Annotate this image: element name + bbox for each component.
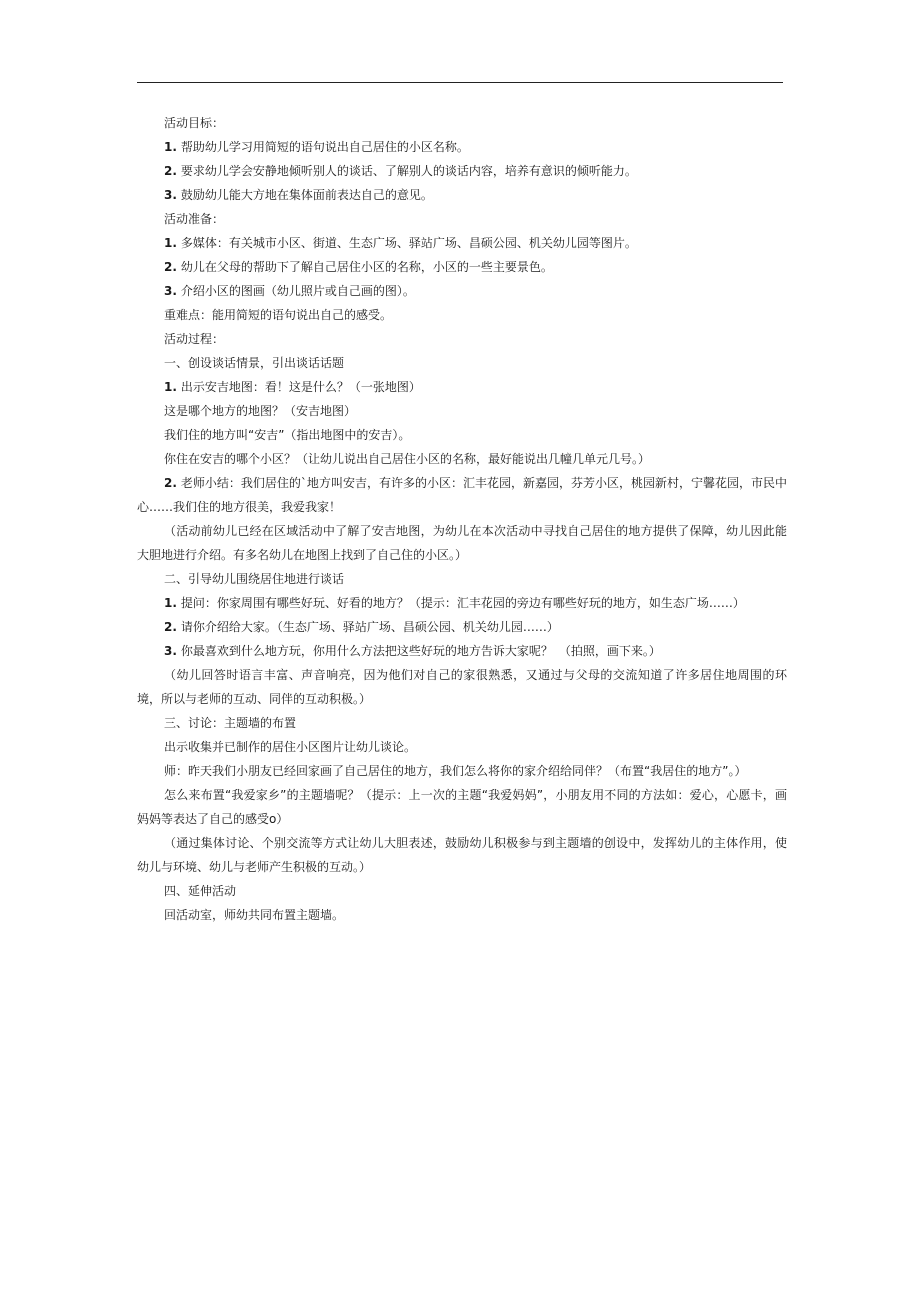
line-text: 活动过程： bbox=[164, 332, 225, 346]
list-number: 2. bbox=[164, 260, 177, 274]
document-line bbox=[137, 903, 787, 927]
list-number: 1. bbox=[164, 380, 177, 394]
document-line bbox=[137, 831, 787, 879]
line-text: 介绍小区的图画（幼儿照片或自己画的图）。 bbox=[180, 284, 415, 298]
line-text: 这是哪个地方的地图？（安吉地图） bbox=[164, 404, 357, 418]
document-line bbox=[137, 183, 787, 207]
line-text: 你最喜欢到什么地方玩，你用什么方法把这些好玩的地方告诉大家呢？ （拍照，画下来。） bbox=[180, 644, 661, 658]
document-line bbox=[137, 591, 787, 615]
line-text: 请你介绍给大家。（生态广场、驿站广场、昌硕公园、机关幼儿园……） bbox=[180, 620, 559, 634]
document-line bbox=[137, 783, 787, 831]
line-text: 一、创设谈话情景，引出谈话话题 bbox=[164, 356, 345, 370]
document-line bbox=[137, 327, 787, 351]
line-text: 鼓励幼儿能大方地在集体面前表达自己的意见。 bbox=[180, 188, 433, 202]
line-text: 活动目标： bbox=[164, 116, 225, 130]
line-text: 老师小结：我们居住的`地方叫安吉，有许多的小区：汇丰花园，新嘉园，芬芳小区，桃园新村，宁馨花园，市民中心……我们住的地方很美，我爱我家！ bbox=[137, 476, 787, 514]
document-line bbox=[137, 279, 787, 303]
line-text: 二、引导幼儿围绕居住地进行谈话 bbox=[164, 572, 345, 586]
document-line bbox=[137, 735, 787, 759]
line-text: 三、讨论：主题墙的布置 bbox=[164, 716, 297, 730]
document-line bbox=[137, 303, 787, 327]
line-text: 你住在安吉的哪个小区？（让幼儿说出自己居住小区的名称，最好能说出几幢几单元几号。） bbox=[164, 452, 651, 466]
list-number: 3. bbox=[164, 644, 177, 658]
line-text: 要求幼儿学会安静地倾听别人的谈话、了解别人的谈话内容，培养有意识的倾听能力。 bbox=[180, 164, 637, 178]
document-line bbox=[137, 663, 787, 711]
line-text: 多媒体：有关城市小区、街道、生态广场、驿站广场、昌硕公园、机关幼儿园等图片。 bbox=[180, 236, 637, 250]
line-text: 出示收集并已制作的居住小区图片让幼儿谈论。 bbox=[164, 740, 417, 754]
document-line bbox=[137, 879, 787, 903]
document-line bbox=[137, 255, 787, 279]
line-text: 帮助幼儿学习用简短的语句说出自己居住的小区名称。 bbox=[180, 140, 469, 154]
line-text: （通过集体讨论、个别交流等方式让幼儿大胆表述，鼓励幼儿积极参与到主题墙的创设中，发挥幼儿的主体作用，使幼儿与环境、幼儿与老师产生积极的互动。） bbox=[137, 836, 787, 874]
line-text: 四、延伸活动 bbox=[164, 884, 237, 898]
list-number: 1. bbox=[164, 236, 177, 250]
document-line bbox=[137, 519, 787, 567]
line-text: 活动准备： bbox=[164, 212, 225, 226]
document-body bbox=[137, 111, 787, 927]
list-number: 2. bbox=[164, 620, 177, 634]
line-text: 提问：你家周围有哪些好玩、好看的地方？（提示：汇丰花园的旁边有哪些好玩的地方，如生态广场……） bbox=[180, 596, 745, 610]
list-number: 2. bbox=[164, 164, 177, 178]
document-line bbox=[137, 759, 787, 783]
line-text: 出示安吉地图：看！这是什么？（一张地图） bbox=[180, 380, 421, 394]
document-line bbox=[137, 231, 787, 255]
document-line bbox=[137, 111, 787, 135]
line-text: 我们住的地方叫“安吉”（指出地图中的安吉）。 bbox=[164, 428, 411, 442]
document-line bbox=[137, 639, 787, 663]
document-line bbox=[137, 375, 787, 399]
line-text: （幼儿回答时语言丰富、声音响亮，因为他们对自己的家很熟悉，又通过与父母的交流知道了许多居住地周围的环境，所以与老师的互动、同伴的互动积极。） bbox=[137, 668, 787, 706]
list-number: 3. bbox=[164, 188, 177, 202]
document-line bbox=[137, 207, 787, 231]
line-text: 回活动室，师幼共同布置主题墙。 bbox=[164, 908, 345, 922]
document-line bbox=[137, 567, 787, 591]
line-text: 师：昨天我们小朋友已经回家画了自己居住的地方，我们怎么将你的家介绍给同伴？（布置“我居住的地方”。） bbox=[164, 764, 747, 778]
line-text: （活动前幼儿已经在区域活动中了解了安吉地图，为幼儿在本次活动中寻找自己居住的地方提供了保障，幼儿因此能大胆地进行介绍。有多名幼儿在地图上找到了自己住的小区。） bbox=[137, 524, 787, 562]
list-number: 2. bbox=[164, 476, 177, 490]
list-number: 1. bbox=[164, 596, 177, 610]
document-line bbox=[137, 399, 787, 423]
document-line bbox=[137, 711, 787, 735]
list-number: 1. bbox=[164, 140, 177, 154]
document-line bbox=[137, 471, 787, 519]
line-text: 重难点：能用简短的语句说出自己的感受。 bbox=[164, 308, 393, 322]
header-rule bbox=[137, 82, 783, 83]
line-text: 怎么来布置“我爱家乡”的主题墙呢？（提示：上一次的主题“我爱妈妈”，小朋友用不同的方法如：爱心，心愿卡，画妈妈等表达了自己的感受o） bbox=[137, 788, 787, 826]
document-line bbox=[137, 351, 787, 375]
document-line bbox=[137, 135, 787, 159]
list-number: 3. bbox=[164, 284, 177, 298]
document-line bbox=[137, 615, 787, 639]
line-text: 幼儿在父母的帮助下了解自己居住小区的名称，小区的一些主要景色。 bbox=[180, 260, 553, 274]
document-line bbox=[137, 159, 787, 183]
document-line bbox=[137, 423, 787, 447]
document-line bbox=[137, 447, 787, 471]
